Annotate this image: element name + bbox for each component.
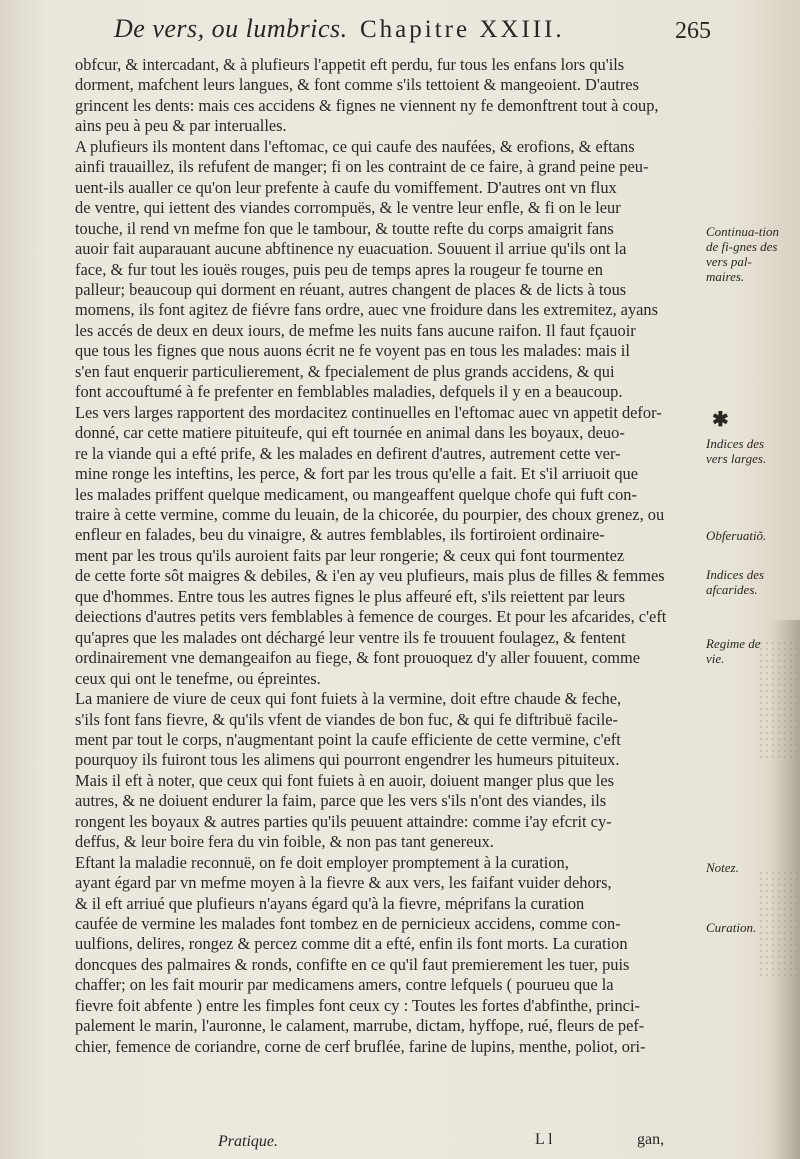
text-line: fievre foit abfente ) entre les fimples font ceux cy : Toutes les fortes d'abfinthe, princi- [75, 995, 640, 1015]
text-line: obfcur, & intercadant, & à plufieurs l'appetit eft perdu, fur tous les enfans lors qu'ils [75, 55, 625, 74]
text-line: deiections d'autres petits vers femblables à femence de courges. Et pour les afcarides, c'eft [75, 607, 667, 627]
text-line: palement le marin, l'auronne, le calament, marrube, dictam, hyffope, rué, fleurs de pef- [75, 1016, 645, 1036]
chapter-heading: Chapitre XXIII. [360, 16, 565, 43]
margin-note-indices-larges: Indices des vers larges. [706, 436, 767, 466]
text-line: Mais il eft à noter, que ceux qui font fuiets à en auoir, doiuent manger plus que les [75, 770, 614, 790]
margin-note-indices-ascarides: Indices des afcarides. [706, 567, 765, 597]
text-line: auoir fait auparauant aucune abftinence ny euacuation. Souuent il arriue qu'ils ont la [75, 239, 627, 259]
text-line: traire à cette vermine, comme du leuain, de la chicorée, du pourpier, des choux grenez, ou [75, 504, 665, 524]
text-line: les accés de deux en deux iours, de mefme les nuits fans aucune raifon. Il faut fçauoir [75, 320, 636, 340]
text-line: font accouftumé à fe prefenter en femblables maladies, defquels il y en a beaucoup. [75, 382, 623, 402]
text-line: uulfions, delires, rongez & percez comme dit a efté, enfin ils font morts. La curation [75, 934, 628, 954]
text-line: dorment, mafchent leurs langues, & font comme s'ils tettoient & mangeoient. D'autres [75, 75, 639, 95]
text-line: touche, il rend vn mefme fon que le tambour, & toutte refte du corps amaigrit fans [75, 218, 614, 238]
text-line: La maniere de viure de ceux qui font fuiets à la vermine, doit eftre chaude & feche, [75, 689, 622, 709]
text-line: rongent les boyaux & autres parties qu'ils peuuent attaindre: comme i'ay efcrit cy- [75, 811, 612, 831]
text-line: palleur; beaucoup qui dorment en réuant, autres changent de places & de licts à tous [75, 279, 627, 299]
text-line: ainfi trauaillez, ils refufent de manger; fi on les contraint de ce faire, à grand peine peu- [75, 157, 649, 177]
footer-catchword: gan, [637, 1131, 665, 1148]
text-line: Eftant la maladie reconnuë, on fe doit employer promptement à la curation, [75, 852, 569, 872]
running-title: De vers, ou lumbrics. [114, 14, 348, 43]
text-line: qu'apres que les malades ont déchargé leur ventre ils fe trouuent foulagez, & fentent [75, 627, 626, 647]
text-line: de cette forte sôt maigres & debiles, & i'en ay veu plufieurs, mais plus de filles & femmes [75, 566, 665, 586]
text-line: ordinairement vne demangeaifon au fiege, & font prouoquez d'y aller fouuent, comme [75, 648, 641, 668]
text-line: pourquoy ils fuiront tous les alimens qui pourront engendrer les humeurs pituiteux. [75, 750, 620, 770]
text-line: s'ils font fans fievre, & qu'ils vfent de viandes de bon fuc, & qui fe diftribuë facile- [75, 709, 618, 729]
text-line: chaffer; on les fait mourir par medicamens amers, contre lefquels ( pourueu que la [75, 975, 614, 995]
text-line: caufée de vermine les malades font tombez en de pernicieux accidens, comme con- [75, 914, 621, 934]
margin-note-curation: Curation. [706, 920, 757, 935]
text-line: enfleur en falades, beu du vinaigre, & autres femblables, ils fortiroient ordinaire- [75, 525, 605, 545]
text-line: que tous les fignes que nous auons écrit ne fe voyent pas en tous les malades: mais il [75, 341, 630, 361]
text-line: & il eft arriué que plufieurs n'ayans égard qu'à la fievre, méprifans la curation [75, 893, 585, 913]
margin-note-regime: Regime de vie. [706, 636, 761, 666]
text-line: mine ronge les inteftins, les perce, & fort par les trous qu'elle a fait. Et s'il arriuoit que [75, 464, 639, 484]
asterisk-mark: ✱ [712, 407, 729, 431]
text-line: momens, ils font agitez de fiévre fans ordre, auec vne froidure dans les extremitez, ayans [75, 300, 659, 320]
text-line: les malades priffent quelque medicament, ou mangeaffent quelque chofe qui fuft con- [75, 484, 637, 504]
main-text [75, 55, 695, 1057]
text-line: doncques des palmaires & ronds, confifte en ce qu'il faut premierement les tuer, puis [75, 954, 630, 974]
text-line: chier, femence de coriandre, corne de cerf bruflée, farine de lupins, menthe, poliot, ori- [75, 1036, 646, 1056]
text-line: de ventre, qui iettent des viandes corrompuës, & le ventre leur enfle, & fi on le leur [75, 198, 621, 218]
text-line: donné, car cette matiere pituiteufe, qui eft tournée en animal dans les boyaux, deuo- [75, 423, 625, 443]
margin-note-notez: Notez. [706, 860, 739, 875]
text-line: Les vers larges rapportent des mordacitez continuelles en l'eftomac auec vn appetit defor- [75, 402, 662, 422]
text-line: s'en faut enquerir particulierement, & fpecialement de plus grands accidens, & qui [75, 361, 615, 381]
text-line: ceux qui ont le tenefme, ou épreintes. [75, 668, 321, 688]
margin-note-observation: Obferuatiõ. [706, 528, 767, 543]
text-line: autres, & ne doiuent endurer la faim, parce que les vers s'ils n'ont des viandes, ils [75, 791, 607, 811]
text-line: face, & fur tout les iouës rouges, puis peu de temps apres la rougeur fe tourne en [75, 259, 603, 279]
text-line: ains peu à peu & par interualles. [75, 116, 287, 136]
text-line: deffus, & leur boire fera du vin foible, & non pas tant genereux. [75, 832, 494, 852]
text-line: ment par tout le corps, n'augmentant point la caufe efficiente de cette vermine, c'eft [75, 729, 621, 749]
text-line: ment par les trous qu'ils auroient faits par leur rongerie; & ceux qui font tourmentez [75, 545, 625, 565]
text-line: grincent les dents: mais ces accidens & fignes ne viennent ny fe demonftrent tout à coup, [75, 95, 659, 115]
text-line: ayant égard par vn mefme moyen à la fievre & aux vers, les faifant vuider dehors, [75, 873, 612, 893]
text-line: uent-ils aualler ce qu'on leur prefente à caufe du vomiffement. D'autres ont vn flux [75, 177, 617, 197]
text-line: que d'hommes. Entre tous les autres fignes le plus affeuré eft, s'ils reiettent par leurs [75, 586, 625, 606]
footer-pratique: Pratique. [218, 1133, 278, 1150]
text-line: re la viande qui a efté prife, & les malades en defirent d'autres, autrement cette ver- [75, 443, 621, 463]
footer-signature: L l [535, 1131, 553, 1148]
margin-note-continuation: Continua-tion de fi-gnes des vers pal-maires. [706, 224, 779, 284]
text-line: A plufieurs ils montent dans l'eftomac, ce qui caufe des naufées, & erofions, & eftans [75, 136, 635, 156]
page-number: 265 [675, 18, 711, 44]
page-header [90, 12, 710, 52]
